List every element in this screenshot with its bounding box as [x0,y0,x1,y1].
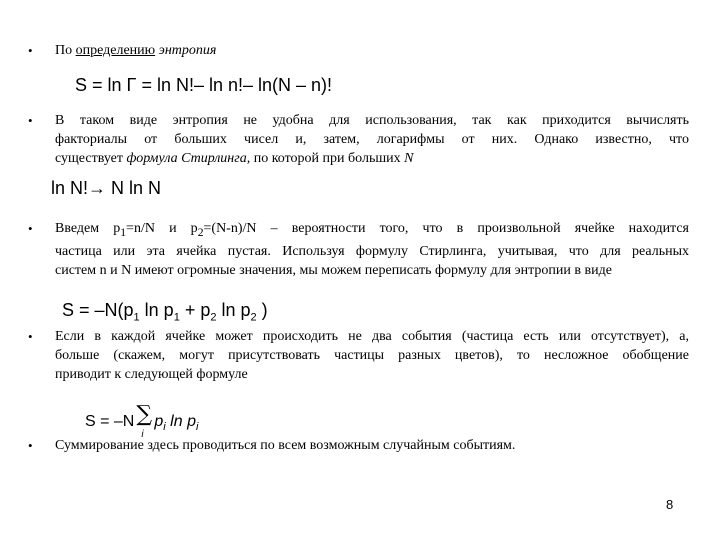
b2-line-1: В таком виде энтропия не удобна для использования, так как приходится вычислять [55,113,689,128]
f4-c: ln p [165,413,196,430]
entropy-formula [75,76,332,94]
b3-l1-c: =(N-n)/N – вероятности того, что в произвольной ячейке находится [203,221,689,236]
f3-s3: 2 [210,311,217,324]
bullet-marker: • [28,113,33,128]
b3-line-3: систем n и N имеют огромные значения, мы можем переписать формулу для энтропии в виде [55,262,612,278]
f3-s2: 1 [173,311,180,324]
b3-sub-1: 1 [120,225,127,239]
b2-stirling: формула Стирлинга, [126,151,251,166]
sigma-glyph: ∑ [136,402,153,427]
f3-s4: 2 [250,311,257,324]
f3-b: ln p [139,300,174,320]
f3-d: ln p [216,300,251,320]
sum-symbol [134,402,154,440]
bullet-4-text [55,327,689,384]
stirling-formula [51,179,161,197]
b3-l1-a: Введем p [55,221,121,236]
bullet-3-text [55,219,689,280]
f4-b: p [154,413,164,430]
bullet-marker: • [28,43,33,58]
b4-line-3: приводит к следующей формуле [55,367,248,382]
bullet-marker: • [28,438,33,453]
b1-pre: По [55,43,76,58]
b4-line-1: Если в каждой ячейке может происходить не два события (частица есть или отсутствует), а, [55,329,689,344]
f4-a: S = –N [85,413,135,430]
formula-2-text: ln N!→ N ln N [51,178,162,198]
b3-sub-2: 2 [197,225,204,239]
f4-s2: i [195,421,199,434]
b2-line-2: факториалы от больших чисел и, затем, логарифмы от них. Однако известно, что [55,132,689,147]
bullet-marker: • [28,329,33,344]
general-entropy-formula [85,402,199,440]
bullet-1-text [55,41,689,60]
b5-text: Суммирование здесь проводиться по всем возможным случайным событиям. [55,438,516,453]
b3-line-1 [55,219,689,242]
b2-line-3-post: по которой при больших [250,151,405,166]
b2-line-3-pre: существует [55,151,127,166]
formula-1-text: S = ln Γ = ln N!– ln n!– ln(N – n)! [75,75,333,95]
b3-l1-b: =n/N и p [126,221,198,236]
sigma-index: i [141,429,144,440]
page-number: 8 [666,497,674,512]
b4-line-2: больше (скажем, могут присутствовать частицы разных цветов), то несложное обобщение [55,348,689,363]
f3-e: ) [256,300,268,320]
bullet-marker: • [28,221,33,236]
b1-underlined: определению [75,43,156,58]
b3-line-2: частица или эта ячейка пустая. Используя формулу Стирлинга, учитывая, что для реальных [55,243,689,259]
bullet-2-text [55,111,689,168]
b1-italic: энтропия [155,43,217,58]
f4-s1: i [163,421,166,434]
binary-entropy-formula [62,301,268,324]
bullet-5-text [55,436,689,455]
f3-s1: 1 [133,311,140,324]
f3-c: + p [179,300,211,320]
f3-a: S = –N(p [62,300,134,320]
b2-var-n: N [404,151,414,166]
b2-line-3 [55,149,689,168]
